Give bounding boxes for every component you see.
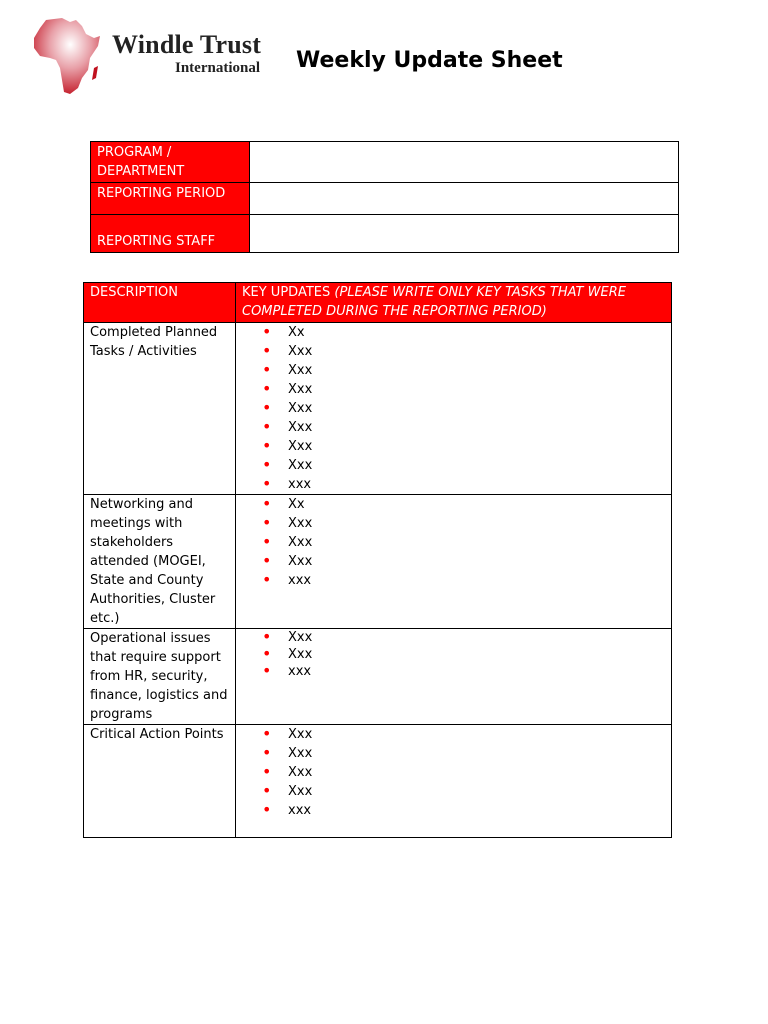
info-value-program[interactable]: [250, 142, 679, 183]
list-item: • xxx: [236, 475, 671, 494]
list-item: • Xx: [236, 323, 671, 342]
list-item: • Xxx: [236, 418, 671, 437]
info-label-staff: REPORTING STAFF: [91, 215, 250, 253]
list-item: • xxx: [236, 663, 671, 680]
list-item: • Xxx: [236, 437, 671, 456]
info-label-program: PROGRAM / DEPARTMENT: [91, 142, 250, 183]
row-description: Networking and meetings with stakeholders attended (MOGEI, State and County Authorities, Cluster etc.): [84, 495, 236, 629]
header-key-updates-label: KEY UPDATES: [242, 285, 335, 300]
page-title: Weekly Update Sheet: [296, 48, 563, 73]
list-item: • xxx: [236, 571, 671, 590]
header-description: DESCRIPTION: [84, 283, 236, 323]
row-description: Operational issues that require support from HR, security, finance, logistics and programs: [84, 629, 236, 725]
updates-table: [83, 282, 672, 838]
table-row: [84, 323, 672, 495]
org-subtitle: International: [175, 60, 261, 76]
list-item: • Xxx: [236, 456, 671, 475]
info-table: [90, 141, 679, 253]
list-item: • Xxx: [236, 533, 671, 552]
list-item: • Xx: [236, 495, 671, 514]
table-header-row: [84, 283, 672, 323]
list-item: • Xxx: [236, 552, 671, 571]
table-row: [84, 495, 672, 629]
row-updates[interactable]: [236, 323, 672, 495]
list-item: • Xxx: [236, 514, 671, 533]
row-description: Completed Planned Tasks / Activities: [84, 323, 236, 495]
header-key-updates-note: (PLEASE WRITE ONLY KEY TASKS THAT WERE COMPLETED DURING THE REPORTING PERIOD): [242, 285, 626, 319]
info-label-period: REPORTING PERIOD: [91, 183, 250, 215]
row-updates[interactable]: [236, 629, 672, 725]
list-item: • Xxx: [236, 763, 671, 782]
list-item: • Xxx: [236, 342, 671, 361]
list-item: • Xxx: [236, 629, 671, 646]
list-item: • xxx: [236, 801, 671, 820]
list-item: • Xxx: [236, 380, 671, 399]
header-key-updates: [236, 283, 672, 323]
africa-logo-icon: [32, 16, 102, 96]
table-row: [84, 725, 672, 838]
list-item: • Xxx: [236, 782, 671, 801]
list-item: • Xxx: [236, 361, 671, 380]
list-item: • Xxx: [236, 725, 671, 744]
list-item: • Xxx: [236, 646, 671, 663]
list-item: • Xxx: [236, 399, 671, 418]
org-name: Windle Trust: [112, 30, 262, 59]
row-updates[interactable]: [236, 495, 672, 629]
info-value-staff[interactable]: [250, 215, 679, 253]
list-item: • Xxx: [236, 744, 671, 763]
info-value-period[interactable]: [250, 183, 679, 215]
table-row: [84, 629, 672, 725]
row-updates[interactable]: [236, 725, 672, 838]
row-description: Critical Action Points: [84, 725, 236, 838]
